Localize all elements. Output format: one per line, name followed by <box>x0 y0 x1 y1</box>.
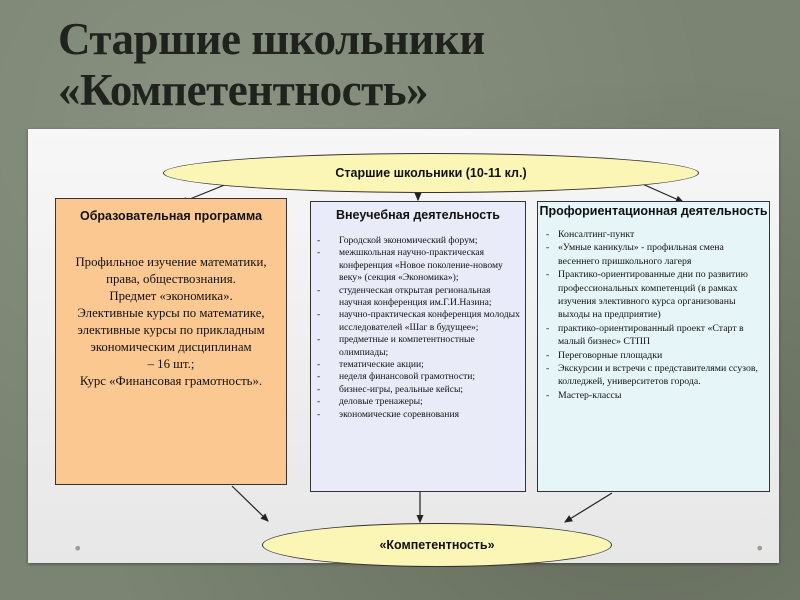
decorative-dot-icon: • <box>73 539 83 558</box>
list-item: - практико-ориентированный проект «Старт в малый бизнес» СТПП <box>546 322 744 348</box>
arrow-left-to-bottom <box>232 486 268 521</box>
career-guidance-title: Профориентационная деятельность <box>539 204 768 218</box>
list-item: - экономические соревнования <box>317 408 459 420</box>
list-item: - научно-практическая конференция молодых исследователей «Шаг в будущее»; <box>317 309 520 333</box>
extracurricular-title: Внеучебная деятельность <box>335 208 500 222</box>
bottom-node-label: «Компетентность» <box>379 538 495 552</box>
education-program-line: элективные курсы по прикладным <box>77 323 265 337</box>
top-node-label: Старшие школьники (10-11 кл.) <box>335 166 527 180</box>
decorative-dot-icon: • <box>755 539 765 558</box>
list-item: - бизнес-игры, реальные кейсы; <box>317 383 464 395</box>
list-item: - неделя финансовой грамотности; <box>317 371 476 383</box>
education-program-line: Элективные курсы по математике, <box>77 306 265 320</box>
education-program-line: Курс «Финансовая грамотность». <box>79 374 263 388</box>
list-item: - студенческая открытая региональная научная конференция им.Г.И.Назина; <box>317 284 492 309</box>
list-item: - тематические акции; <box>317 359 424 371</box>
list-item: - Практико-ориентированные дни по развитию профессиональных компетенций (в рамках изучения элективного курса организованы выходы на предприятие) <box>546 269 748 321</box>
career-guidance-list <box>538 228 769 402</box>
slide-title-line-2: «Компетентность» <box>58 65 428 115</box>
education-program-box <box>55 198 287 485</box>
career-guidance-box <box>537 201 770 492</box>
top-node-oval <box>163 153 699 193</box>
education-program-line: Предмет «экономика». <box>109 289 233 303</box>
list-item: - деловые тренажеры; <box>317 396 423 408</box>
list-item: - межшкольная научно-практическая конференция «Новое поколение-новому веку» (секция «Экономика»); <box>317 247 503 284</box>
list-item: - «Умные каникулы» - профильная смена весеннего пришкольного лагеря <box>546 242 724 267</box>
bottom-node-oval <box>262 523 612 567</box>
extracurricular-box <box>310 201 526 492</box>
list-item: - Экскурсии и встречи с представителями ссузов, колледжей, университетов города. <box>546 363 758 388</box>
education-program-line: Профильное изучение математики, <box>75 255 267 269</box>
list-item: - Городской экономический форум; <box>317 235 478 246</box>
extracurricular-list <box>311 235 525 421</box>
education-program-text <box>56 254 286 390</box>
list-item: - Консалтинг-пункт <box>546 229 635 240</box>
education-program-line: права, обществознания. <box>106 272 236 286</box>
list-item: - Переговорные площадки <box>546 349 663 361</box>
education-program-title: Образовательная программа <box>79 209 263 223</box>
list-item: - предметные и компетентностные олимпиады; <box>317 334 475 358</box>
arrow-right-to-bottom <box>565 493 612 522</box>
education-program-line: экономическим дисциплинам <box>90 340 252 354</box>
education-program-line: – 16 шт.; <box>147 357 195 371</box>
list-item: - Мастер-классы <box>546 389 622 401</box>
slide-title-line-1: Старшие школьники <box>58 14 485 64</box>
